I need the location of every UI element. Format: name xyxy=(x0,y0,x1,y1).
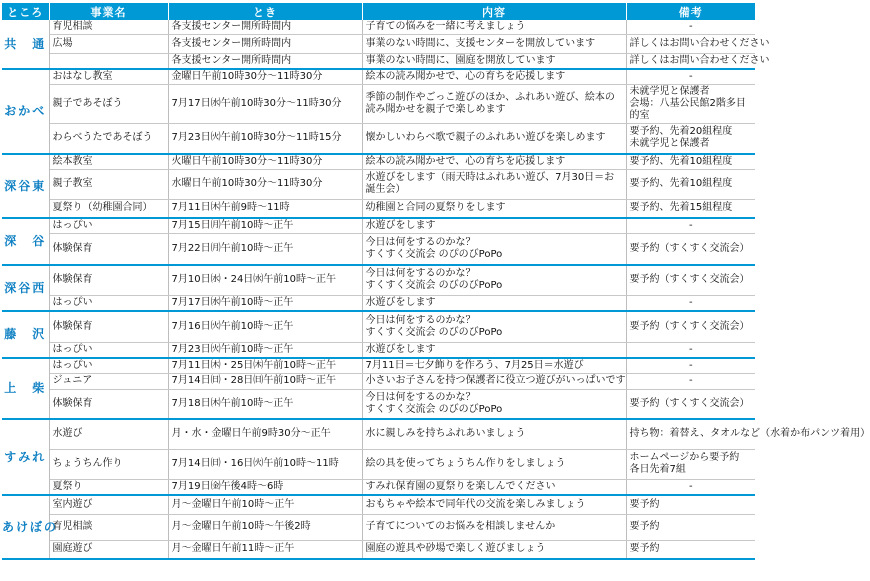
table-row xyxy=(2,449,755,479)
table-row xyxy=(2,199,755,218)
time-cell: 各支援センター開所時間内 xyxy=(168,54,362,70)
area-cell: 深 谷 xyxy=(2,218,49,265)
table-row xyxy=(2,389,755,419)
note-cell: 要予約（すくすく交流会） xyxy=(626,389,755,419)
area-cell: おかべ xyxy=(2,69,49,154)
name-cell: ジュニア xyxy=(49,373,168,389)
note-cell: - xyxy=(626,373,755,389)
time-cell: 7月11日㈭・25日㈭午前10時～正午 xyxy=(168,358,362,374)
note-cell: 要予約 xyxy=(626,514,755,540)
time-cell: 金曜日午前10時30分～11時30分 xyxy=(168,69,362,85)
time-cell: 月～金曜日午前11時～正午 xyxy=(168,540,362,559)
schedule-body xyxy=(2,20,870,559)
name-cell: 広場 xyxy=(49,35,168,54)
content-cell: すみれ保育園の夏祭りを楽しんでください xyxy=(362,479,626,495)
content-cell: 幼稚園と合同の夏祭りをします xyxy=(362,199,626,218)
table-row xyxy=(2,265,755,296)
table-row xyxy=(2,514,755,540)
content-cell: 水遊びをします xyxy=(362,342,626,358)
name-cell: 室内遊び xyxy=(49,495,168,514)
header-area: ところ xyxy=(2,3,49,20)
name-cell: わらべうたであそぼう xyxy=(49,124,168,154)
time-cell: 7月10日㈬・24日㈬午前10時～正午 xyxy=(168,265,362,296)
note-cell: - xyxy=(626,296,755,312)
note-cell: 要予約、先着10組程度 xyxy=(626,169,755,199)
table-row xyxy=(2,342,755,358)
name-cell: 育児相談 xyxy=(49,20,168,35)
name-cell: はっぴい xyxy=(49,296,168,312)
name-cell: はっぴい xyxy=(49,358,168,374)
table-row xyxy=(2,35,755,54)
content-cell: 絵本の読み聞かせで、心の育ちを応援します xyxy=(362,154,626,170)
time-cell: 7月11日㈭午前9時～11時 xyxy=(168,199,362,218)
schedule-table xyxy=(2,3,870,560)
name-cell: 水遊び xyxy=(49,419,168,449)
time-cell: 火曜日午前10時30分～11時30分 xyxy=(168,154,362,170)
name-cell: 絵本教室 xyxy=(49,154,168,170)
time-cell: 7月22日㈪午前10時～正午 xyxy=(168,234,362,265)
note-cell: 要予約、先着10組程度 xyxy=(626,154,755,170)
name-cell: 夏祭り xyxy=(49,479,168,495)
note-cell: 要予約（すくすく交流会） xyxy=(626,265,755,296)
name-cell: 夏祭り（幼稚園合同） xyxy=(49,199,168,218)
table-row xyxy=(2,69,755,85)
area-cell: 深谷東 xyxy=(2,154,49,219)
table-row xyxy=(2,311,755,342)
table-row xyxy=(2,54,755,70)
note-cell: - xyxy=(626,342,755,358)
time-cell: 7月23日㈫午前10時30分～11時15分 xyxy=(168,124,362,154)
time-cell: 7月16日㈫午前10時～正午 xyxy=(168,311,362,342)
note-cell: - xyxy=(626,218,755,234)
area-cell: 深谷西 xyxy=(2,265,49,312)
content-cell: 絵の具を使ってちょうちん作りをしましょう xyxy=(362,449,626,479)
note-cell: - xyxy=(626,479,755,495)
table-row xyxy=(2,234,755,265)
content-cell: 子育ての悩みを一緒に考えましょう xyxy=(362,20,626,35)
content-cell: 季節の制作やごっこ遊びのほか、ふれあい遊び、絵本の読み聞かせを親子で楽しめます xyxy=(362,85,626,124)
name-cell: 親子教室 xyxy=(49,169,168,199)
table-row xyxy=(2,20,755,35)
note-cell: 要予約、先着20組程度 未就学児と保護者 xyxy=(626,124,755,154)
table-row xyxy=(2,358,755,374)
content-cell: 園庭の遊具や砂場で楽しく遊びましょう xyxy=(362,540,626,559)
header-content: 内容 xyxy=(362,3,626,20)
name-cell: 体験保育 xyxy=(49,389,168,419)
note-cell: 要予約 xyxy=(626,495,755,514)
table-row xyxy=(2,373,755,389)
name-cell: はっぴい xyxy=(49,342,168,358)
note-cell: 要予約 xyxy=(626,540,755,559)
table-row xyxy=(2,419,755,449)
table-row xyxy=(2,296,755,312)
note-cell: - xyxy=(626,69,755,85)
content-cell: おもちゃや絵本で同年代の交流を楽しみましょう xyxy=(362,495,626,514)
note-cell: 詳しくはお問い合わせください xyxy=(626,35,755,54)
area-cell: 共 通 xyxy=(2,20,49,69)
name-cell: ちょうちん作り xyxy=(49,449,168,479)
content-cell: 小さいお子さんを持つ保護者に役立つ遊びがいっぱいです xyxy=(362,373,626,389)
time-cell: 各支援センター開所時間内 xyxy=(168,35,362,54)
time-cell: 7月15日㈪午前10時～正午 xyxy=(168,218,362,234)
time-cell: 月・水・金曜日午前9時30分～正午 xyxy=(168,419,362,449)
content-cell: 水遊びをします xyxy=(362,218,626,234)
time-cell: 水曜日午前10時30分～11時30分 xyxy=(168,169,362,199)
time-cell: 各支援センター開所時間内 xyxy=(168,20,362,35)
content-cell: 事業のない時間に、支援センターを開放しています xyxy=(362,35,626,54)
content-cell: 水遊びをします（雨天時はふれあい遊び、7月30日＝お誕生会） xyxy=(362,169,626,199)
name-cell: 親子であそぼう xyxy=(49,85,168,124)
note-cell: 持ち物：着替え、タオルなど（水着か布パンツ着用） xyxy=(626,419,755,449)
note-cell: 詳しくはお問い合わせください xyxy=(626,54,755,70)
table-row xyxy=(2,85,755,124)
time-cell: 7月19日㈮午後4時～6時 xyxy=(168,479,362,495)
area-cell: あけぼの xyxy=(2,495,49,559)
header-time: とき xyxy=(168,3,362,20)
area-cell: 藤 沢 xyxy=(2,311,49,358)
time-cell: 7月17日㈬午前10時30分～11時30分 xyxy=(168,85,362,124)
name-cell: おはなし教室 xyxy=(49,69,168,85)
table-row xyxy=(2,479,755,495)
content-cell: 絵本の読み聞かせで、心の育ちを応援します xyxy=(362,69,626,85)
content-cell: 懐かしいわらべ歌で親子のふれあい遊びを楽しめます xyxy=(362,124,626,154)
time-cell: 7月14日㈰・28日㈰午前10時～正午 xyxy=(168,373,362,389)
content-cell: 子育てについてのお悩みを相談しませんか xyxy=(362,514,626,540)
time-cell: 7月18日㈭午前10時～正午 xyxy=(168,389,362,419)
table-row xyxy=(2,169,755,199)
time-cell: 月～金曜日午前10時～正午 xyxy=(168,495,362,514)
table-row xyxy=(2,540,755,559)
time-cell: 7月23日㈫午前10時～正午 xyxy=(168,342,362,358)
name-cell: はっぴい xyxy=(49,218,168,234)
time-cell: 月～金曜日午前10時～午後2時 xyxy=(168,514,362,540)
content-cell: 水遊びをします xyxy=(362,296,626,312)
content-cell: 今日は何をするのかな？ すくすく交流会 のぴのびPoPo xyxy=(362,234,626,265)
note-cell: 要予約、先着15組程度 xyxy=(626,199,755,218)
content-cell: 7月11日＝七夕飾りを作ろう、7月25日＝水遊び xyxy=(362,358,626,374)
content-cell: 事業のない時間に、園庭を開放しています xyxy=(362,54,626,70)
note-cell: - xyxy=(626,358,755,374)
area-cell: すみれ xyxy=(2,419,49,495)
area-cell: 上 柴 xyxy=(2,358,49,420)
name-cell: 体験保育 xyxy=(49,311,168,342)
note-cell: 要予約（すくすく交流会） xyxy=(626,234,755,265)
time-cell: 7月14日㈰・16日㈫午前10時～11時 xyxy=(168,449,362,479)
note-cell: 未就学児と保護者 会場：八基公民館2階多目的室 xyxy=(626,85,755,124)
name-cell: 育児相談 xyxy=(49,514,168,540)
note-cell: - xyxy=(626,20,755,35)
header-name: 事業名 xyxy=(49,3,168,20)
content-cell: 今日は何をするのかな？ すくすく交流会 のびのびPoPo xyxy=(362,311,626,342)
note-cell: 要予約（すくすく交流会） xyxy=(626,311,755,342)
name-cell: 園庭遊び xyxy=(49,540,168,559)
table-row xyxy=(2,218,755,234)
name-cell: 体験保育 xyxy=(49,265,168,296)
name-cell: 体験保育 xyxy=(49,234,168,265)
name-cell xyxy=(49,54,168,70)
table-row xyxy=(2,495,755,514)
note-cell: ホームページから要予約 各日先着7組 xyxy=(626,449,755,479)
header-note: 備考 xyxy=(626,3,755,20)
content-cell: 今日は何をするのかな？ すくすく交流会 のびのびPoPo xyxy=(362,389,626,419)
content-cell: 水に親しみを持ちふれあいましょう xyxy=(362,419,626,449)
time-cell: 7月17日㈬午前10時～正午 xyxy=(168,296,362,312)
table-row xyxy=(2,124,755,154)
header-row xyxy=(2,3,755,20)
content-cell: 今日は何をするのかな？ すくすく交流会 のびのびPoPo xyxy=(362,265,626,296)
table-row xyxy=(2,154,755,170)
